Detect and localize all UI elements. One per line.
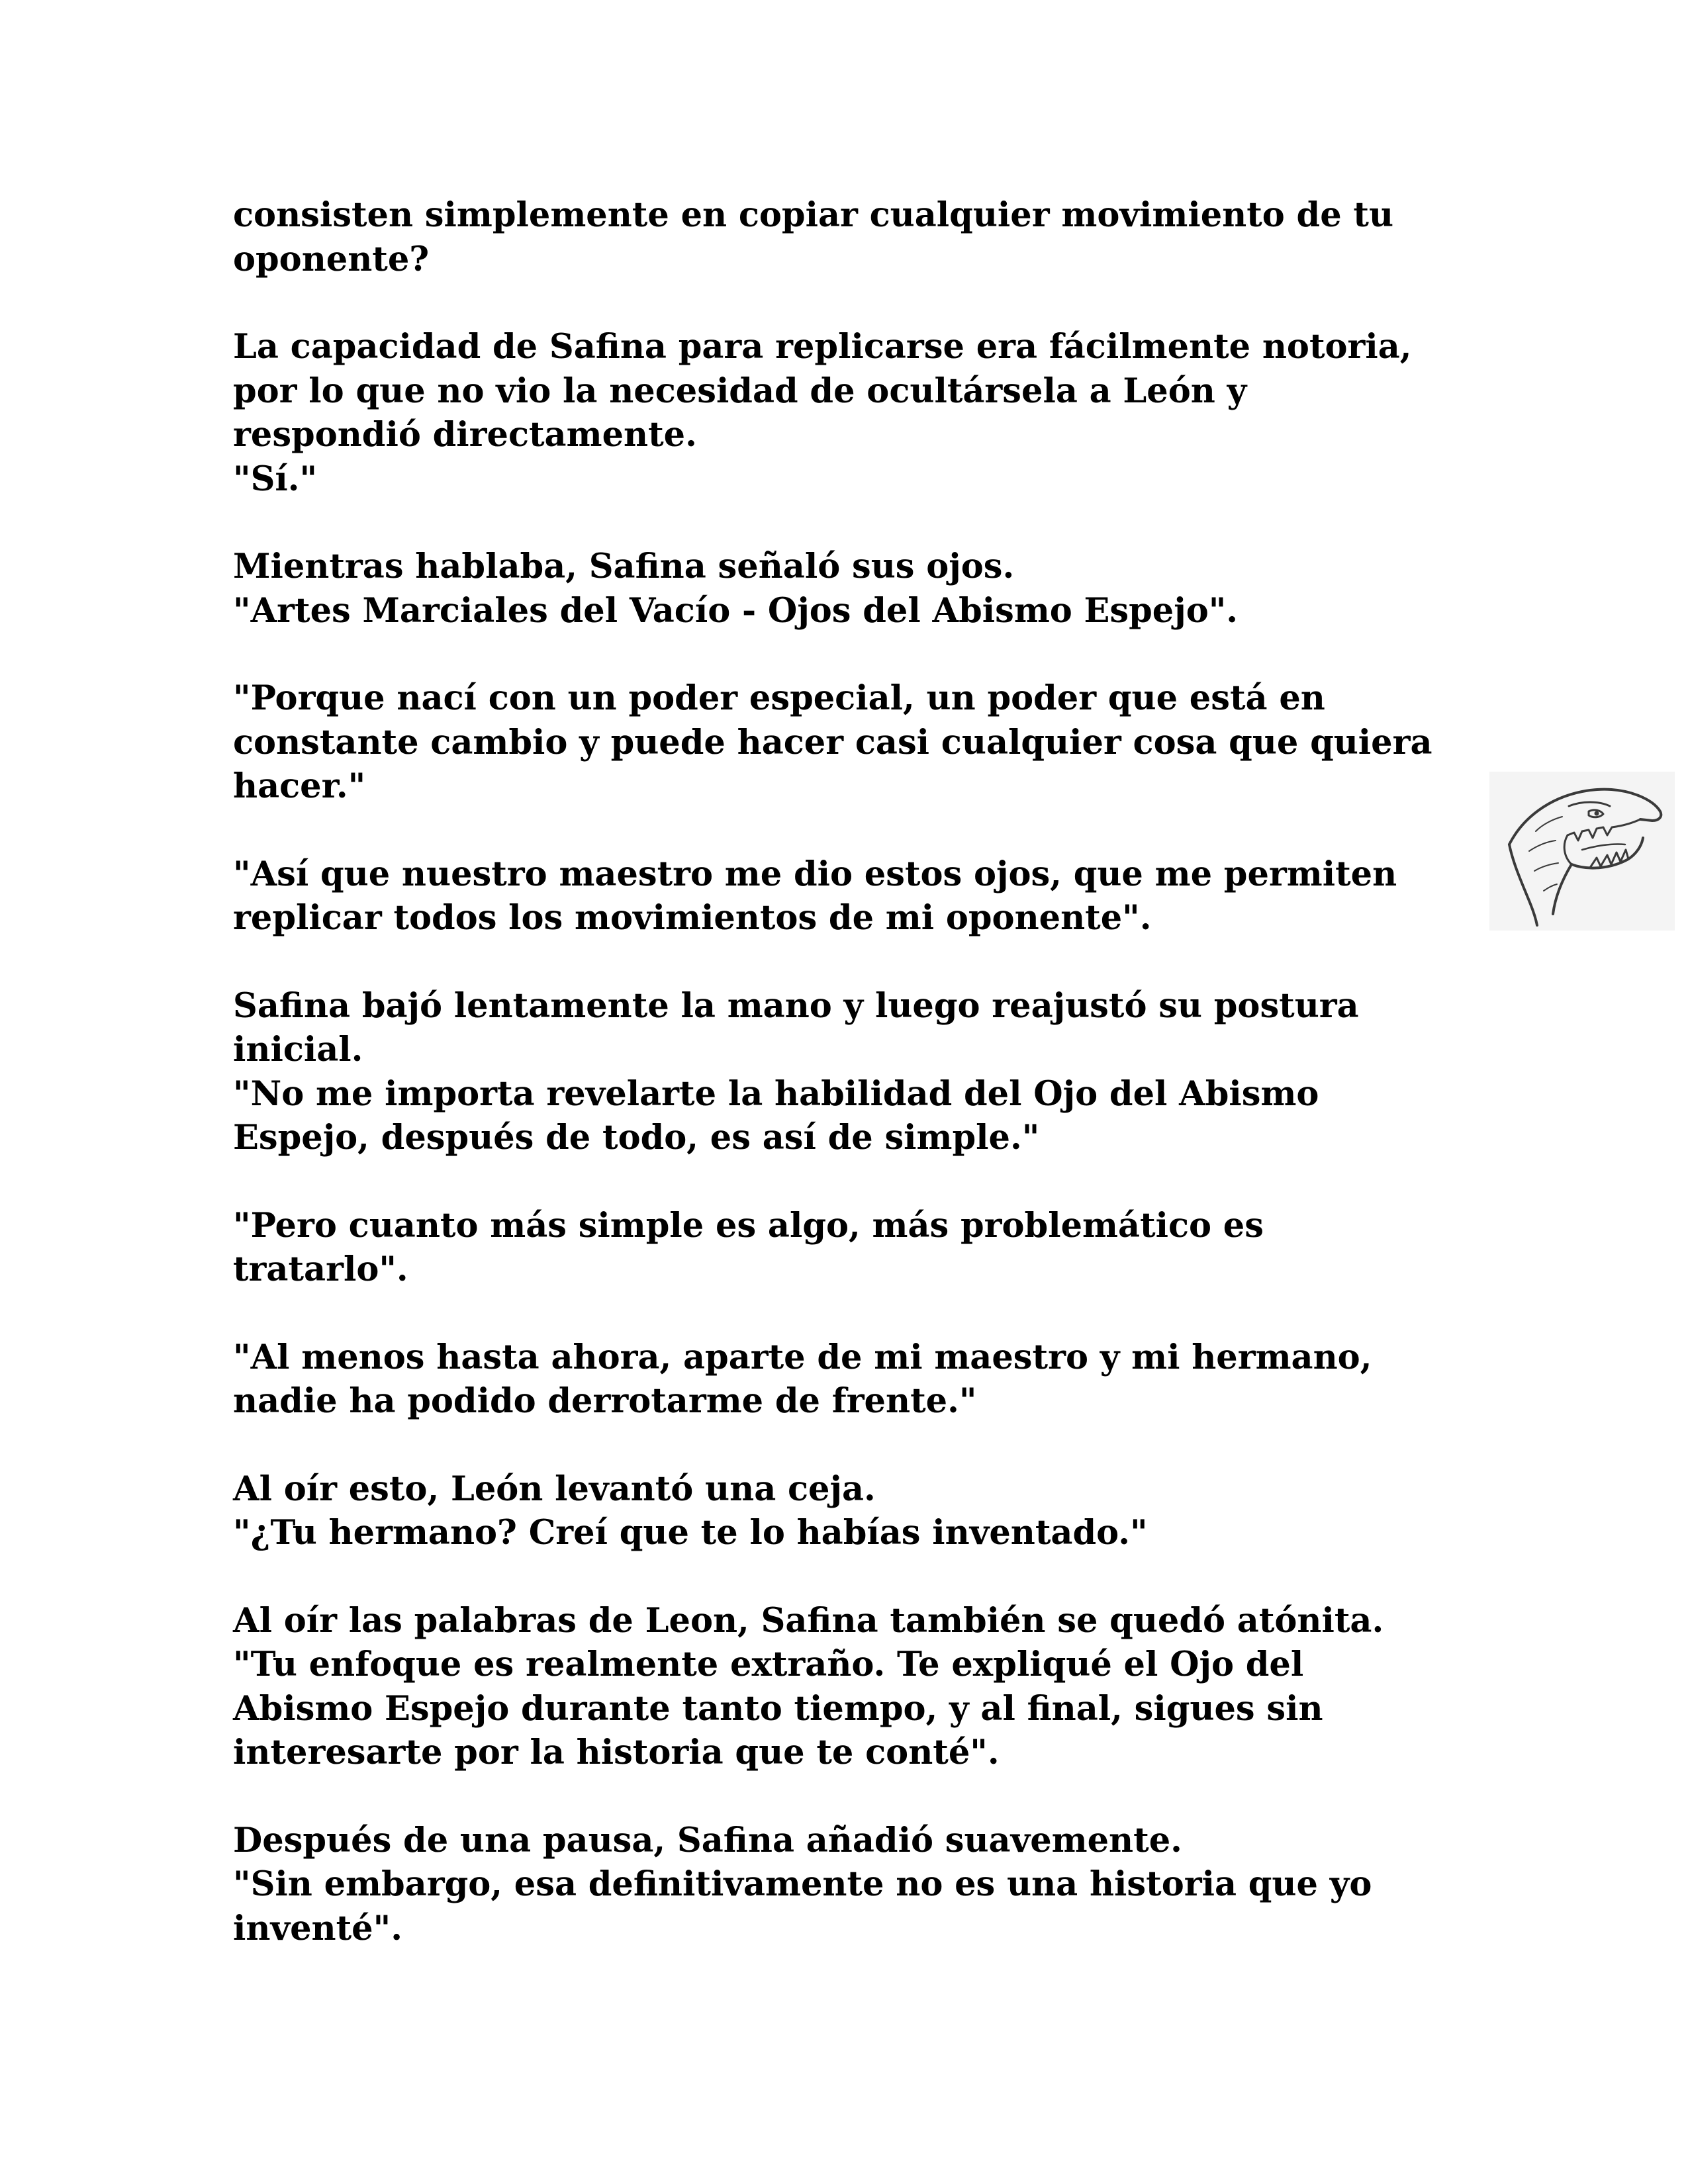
paragraph: [233, 545, 1477, 633]
text-line: tratarlo".: [233, 1250, 408, 1289]
text-line: "Porque nací con un poder especial, un poder que está en: [233, 678, 1325, 718]
paragraph: [233, 193, 1477, 281]
paragraph: [233, 984, 1477, 1160]
logo-background: [1489, 772, 1675, 931]
text-line: consisten simplemente en copiar cualquier movimiento de tu: [233, 195, 1394, 235]
paragraph: [233, 1599, 1477, 1775]
text-line: inicial.: [233, 1030, 363, 1069]
text-line: "¿Tu hermano? Creí que te lo habías inventado.": [233, 1513, 1148, 1553]
text-line: nadie ha podido derrotarme de frente.": [233, 1381, 977, 1421]
paragraph: [233, 1336, 1477, 1424]
text-line: "Sí.": [233, 459, 318, 499]
text-line: Mientras hablaba, Safina señaló sus ojos.: [233, 547, 1015, 586]
text-line: constante cambio y puede hacer casi cualquier cosa que quiera: [233, 722, 1432, 762]
text-line: Después de una pausa, Safina añadió suavemente.: [233, 1820, 1182, 1860]
text-line: "Sin embargo, esa definitivamente no es una historia que yo: [233, 1864, 1372, 1904]
paragraph: [233, 1204, 1477, 1292]
text-line: "Al menos hasta ahora, aparte de mi maestro y mi hermano,: [233, 1337, 1372, 1377]
paragraph: [233, 852, 1477, 940]
text-line: Abismo Espejo durante tanto tiempo, y al final, sigues sin: [233, 1688, 1323, 1729]
text-line: Al oír esto, León levantó una ceja.: [233, 1469, 876, 1509]
text-line: Espejo, después de todo, es así de simple.": [233, 1118, 1040, 1158]
paragraph: [233, 1819, 1477, 1951]
text-line: interesarte por la historia que te conté".: [233, 1733, 1000, 1772]
text-line: "Así que nuestro maestro me dio estos ojos, que me permiten: [233, 854, 1397, 894]
text-line: "No me importa revelarte la habilidad del Ojo del Abismo: [233, 1073, 1319, 1114]
text-line: Safina bajó lentamente la mano y luego reajustó su postura: [233, 985, 1359, 1026]
text-line: inventé".: [233, 1908, 402, 1948]
dinosaur-head-drawing: [1489, 772, 1675, 931]
text-line: respondió directamente.: [233, 415, 697, 455]
text-line: La capacidad de Safina para replicarse era fácilmente notoria,: [233, 327, 1412, 367]
paragraph: [233, 676, 1477, 809]
dinosaur-head-icon: [1489, 772, 1675, 931]
paragraph: [233, 325, 1477, 501]
document-body: [233, 193, 1477, 1994]
paragraph: [233, 1467, 1477, 1555]
text-line: por lo que no vio la necesidad de ocultársela a León y: [233, 371, 1247, 411]
text-line: replicar todos los movimientos de mi oponente".: [233, 898, 1152, 938]
text-line: "Pero cuanto más simple es algo, más problemático es: [233, 1205, 1264, 1246]
text-line: "Artes Marciales del Vacío - Ojos del Abismo Espejo".: [233, 590, 1239, 631]
text-line: Al oír las palabras de Leon, Safina también se quedó atónita.: [233, 1600, 1384, 1641]
text-line: oponente?: [233, 239, 430, 279]
text-line: hacer.": [233, 766, 366, 806]
text-line: "Tu enfoque es realmente extraño. Te expliqué el Ojo del: [233, 1645, 1304, 1684]
